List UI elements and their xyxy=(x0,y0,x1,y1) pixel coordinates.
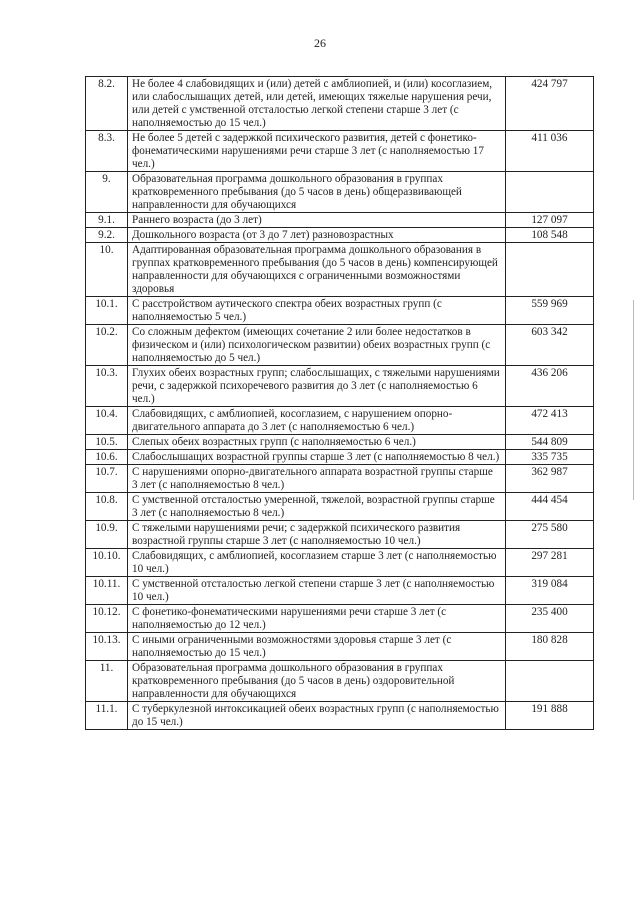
table-row xyxy=(86,297,594,325)
table-row xyxy=(86,131,594,172)
table-row xyxy=(86,407,594,435)
table-row xyxy=(86,172,594,213)
row-description: Слепых обеих возрастных групп (с наполняемостью 6 чел.) xyxy=(128,435,506,450)
table-row xyxy=(86,450,594,465)
table-row xyxy=(86,633,594,661)
row-value: 411 036 xyxy=(506,131,594,172)
row-value: 544 809 xyxy=(506,435,594,450)
row-number: 10.5. xyxy=(86,435,128,450)
row-number: 10.1. xyxy=(86,297,128,325)
row-number: 11.1. xyxy=(86,702,128,730)
table-row xyxy=(86,435,594,450)
row-value: 335 735 xyxy=(506,450,594,465)
row-number: 9.2. xyxy=(86,228,128,243)
row-description: С расстройством аутического спектра обеих возрастных групп (с наполняемостью 5 чел.) xyxy=(128,297,506,325)
table-row xyxy=(86,702,594,730)
table-row xyxy=(86,213,594,228)
row-value xyxy=(506,661,594,702)
tariff-table xyxy=(85,76,594,730)
row-value: 362 987 xyxy=(506,465,594,493)
row-value: 235 400 xyxy=(506,605,594,633)
row-description: С тяжелыми нарушениями речи; с задержкой психического развития возрастной группы старше 3 лет (с наполняемостью 10 чел.) xyxy=(128,521,506,549)
row-value: 108 548 xyxy=(506,228,594,243)
row-number: 10.4. xyxy=(86,407,128,435)
row-description: Не более 4 слабовидящих и (или) детей с амблиопией, и (или) косоглазием, или слабослышащих детей, или детей, имеющих тяжелые нарушения речи, или детей с умственной отсталостью легкой степени старше 3 лет (с наполняемостью до 15 чел.) xyxy=(128,77,506,131)
row-description: С нарушениями опорно-двигательного аппарата возрастной группы старше 3 лет (с наполняемостью 8 чел.) xyxy=(128,465,506,493)
table-row xyxy=(86,243,594,297)
table-row xyxy=(86,493,594,521)
row-value: 603 342 xyxy=(506,325,594,366)
row-value: 127 097 xyxy=(506,213,594,228)
row-description: С фонетико-фонематическими нарушениями речи старше 3 лет (с наполняемостью до 12 чел.) xyxy=(128,605,506,633)
row-description: Слабовидящих, с амблиопией, косоглазием старше 3 лет (с наполняемостью 10 чел.) xyxy=(128,549,506,577)
table-row xyxy=(86,577,594,605)
row-number: 9. xyxy=(86,172,128,213)
row-number: 10.2. xyxy=(86,325,128,366)
row-description: Глухих обеих возрастных групп; слабослышащих, с тяжелыми нарушениями речи, с задержкой психоречевого развития до 3 лет (с наполняемостью 6 чел.) xyxy=(128,366,506,407)
row-description: Не более 5 детей с задержкой психического развития, детей с фонетико-фонематическими нарушениями речи старше 3 лет (с наполняемостью 17 чел.) xyxy=(128,131,506,172)
table-row xyxy=(86,228,594,243)
row-number: 10. xyxy=(86,243,128,297)
row-description: Слабовидящих, с амблиопией, косоглазием, с нарушением опорно-двигательного аппарата до 3 лет (с наполняемостью 6 чел.) xyxy=(128,407,506,435)
row-description: Образовательная программа дошкольного образования в группах кратковременного пребывания (до 5 часов в день) общеразвивающей направленности для обучающихся xyxy=(128,172,506,213)
row-value: 180 828 xyxy=(506,633,594,661)
row-number: 8.2. xyxy=(86,77,128,131)
row-value: 275 580 xyxy=(506,521,594,549)
table-row xyxy=(86,325,594,366)
row-number: 10.12. xyxy=(86,605,128,633)
row-number: 10.11. xyxy=(86,577,128,605)
row-value: 191 888 xyxy=(506,702,594,730)
page-number: 26 xyxy=(314,36,326,50)
table-row xyxy=(86,521,594,549)
row-value: 444 454 xyxy=(506,493,594,521)
row-description: С иными ограниченными возможностями здоровья старше 3 лет (с наполняемостью до 15 чел.) xyxy=(128,633,506,661)
row-value xyxy=(506,172,594,213)
row-value xyxy=(506,243,594,297)
row-number: 11. xyxy=(86,661,128,702)
row-description: Раннего возраста (до 3 лет) xyxy=(128,213,506,228)
row-number: 8.3. xyxy=(86,131,128,172)
row-number: 10.10. xyxy=(86,549,128,577)
row-value: 424 797 xyxy=(506,77,594,131)
row-number: 10.9. xyxy=(86,521,128,549)
row-description: С умственной отсталостью умеренной, тяжелой, возрастной группы старше 3 лет (с наполняемостью 8 чел.) xyxy=(128,493,506,521)
table-row xyxy=(86,549,594,577)
row-description: С туберкулезной интоксикацией обеих возрастных групп (с наполняемостью до 15 чел.) xyxy=(128,702,506,730)
row-value: 297 281 xyxy=(506,549,594,577)
row-description: С умственной отсталостью легкой степени старше 3 лет (с наполняемостью 10 чел.) xyxy=(128,577,506,605)
row-number: 9.1. xyxy=(86,213,128,228)
table-row xyxy=(86,77,594,131)
table-row xyxy=(86,661,594,702)
row-number: 10.7. xyxy=(86,465,128,493)
row-value: 319 084 xyxy=(506,577,594,605)
table-row xyxy=(86,465,594,493)
row-number: 10.3. xyxy=(86,366,128,407)
row-description: Слабослышащих возрастной группы старше 3 лет (с наполняемостью 8 чел.) xyxy=(128,450,506,465)
row-description: Со сложным дефектом (имеющих сочетание 2 или более недостатков в физическом и (или) психологическом развитии) обеих возрастных групп (с наполняемостью до 5 чел.) xyxy=(128,325,506,366)
row-number: 10.13. xyxy=(86,633,128,661)
row-value: 436 206 xyxy=(506,366,594,407)
row-value: 472 413 xyxy=(506,407,594,435)
scan-edge-mark xyxy=(633,300,634,500)
row-number: 10.8. xyxy=(86,493,128,521)
row-description: Адаптированная образовательная программа дошкольного образования в группах кратковременного пребывания (до 5 часов в день) компенсирующей направленности для обучающихся с ограниченными возможностями здоровья xyxy=(128,243,506,297)
row-number: 10.6. xyxy=(86,450,128,465)
table-row xyxy=(86,605,594,633)
table-row xyxy=(86,366,594,407)
row-value: 559 969 xyxy=(506,297,594,325)
row-description: Дошкольного возраста (от 3 до 7 лет) разновозрастных xyxy=(128,228,506,243)
row-description: Образовательная программа дошкольного образования в группах кратковременного пребывания (до 5 часов в день) оздоровительной направленности для обучающихся xyxy=(128,661,506,702)
